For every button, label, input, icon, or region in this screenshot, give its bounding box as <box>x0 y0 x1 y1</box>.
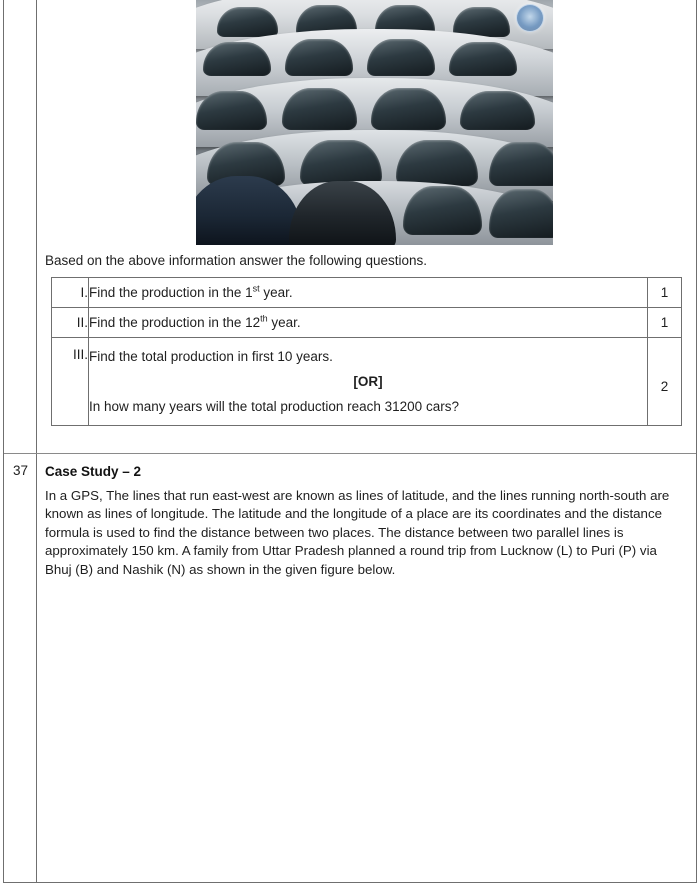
subquestion-marks-3: 2 <box>648 338 682 426</box>
question-36-subquestions-table <box>51 277 682 426</box>
car-window-4d <box>489 142 553 186</box>
car-window-2b <box>285 39 353 76</box>
subquestion-text-2 <box>89 308 648 338</box>
car-lot-illustration <box>196 0 553 245</box>
subquestion-number-3: III. <box>52 338 89 426</box>
table-row <box>52 308 682 338</box>
case-study-heading: Case Study – 2 <box>45 464 142 479</box>
subquestion-text-2-suffix: year. <box>267 315 301 330</box>
subquestion-3-or-label: [OR] <box>353 374 383 389</box>
car-window-3b <box>282 88 357 130</box>
subquestion-3-primary: Find the total production in first 10 years. <box>89 349 333 364</box>
subquestion-number-2: II. <box>52 308 89 338</box>
car-window-1a <box>217 7 278 36</box>
subquestion-text-1-superscript: st <box>252 283 260 294</box>
exam-sheet-frame <box>3 0 697 883</box>
car-window-2d <box>449 42 517 76</box>
subquestion-number-1: I. <box>52 278 89 308</box>
table-row <box>52 338 682 426</box>
subquestion-3-alternate: In how many years will the total production reach 31200 cars? <box>89 399 459 414</box>
car-window-3d <box>460 91 535 130</box>
subquestion-text-1-suffix: year. <box>259 285 293 300</box>
case-study-paragraph: In a GPS, The lines that run east-west are known as lines of latitude, and the lines running north-south are known as lines of longitude. The latitude and the longitude of a place are its coordinates and the distance formula is used to find the distance between two places. The distance between two parallel lines is approximately 150 km. A family from Uttar Pradesh planned a round trip from Lucknow (L) to Puri (P) via Bhuj (B) and Nashik (N) as shown in the given figure below. <box>45 488 670 577</box>
subquestion-text-2-superscript: th <box>260 313 268 324</box>
car-window-5c <box>403 186 482 235</box>
question-36-intro-line: Based on the above information answer the following questions. <box>45 253 427 268</box>
car-window-2c <box>367 39 435 76</box>
subquestion-marks-1: 1 <box>648 278 682 308</box>
question-36-block <box>38 0 696 453</box>
parked-cars-photo <box>196 0 553 245</box>
question-number-37: 37 <box>12 463 29 478</box>
subquestion-text-2-prefix: Find the production in the 12 <box>89 315 261 330</box>
table-row <box>52 278 682 308</box>
subquestion-marks-2: 1 <box>648 308 682 338</box>
car-window-2a <box>203 42 271 76</box>
car-window-4c <box>396 140 478 187</box>
subquestion-text-1-prefix: Find the production in the 1 <box>89 285 253 300</box>
subquestion-text-3 <box>89 338 648 426</box>
photo-watermark-icon <box>516 4 544 32</box>
car-window-4b <box>300 140 382 187</box>
question-number-rail <box>4 0 37 882</box>
subquestion-text-1 <box>89 278 648 308</box>
car-window-3c <box>371 88 446 130</box>
question-37-block <box>38 453 696 882</box>
